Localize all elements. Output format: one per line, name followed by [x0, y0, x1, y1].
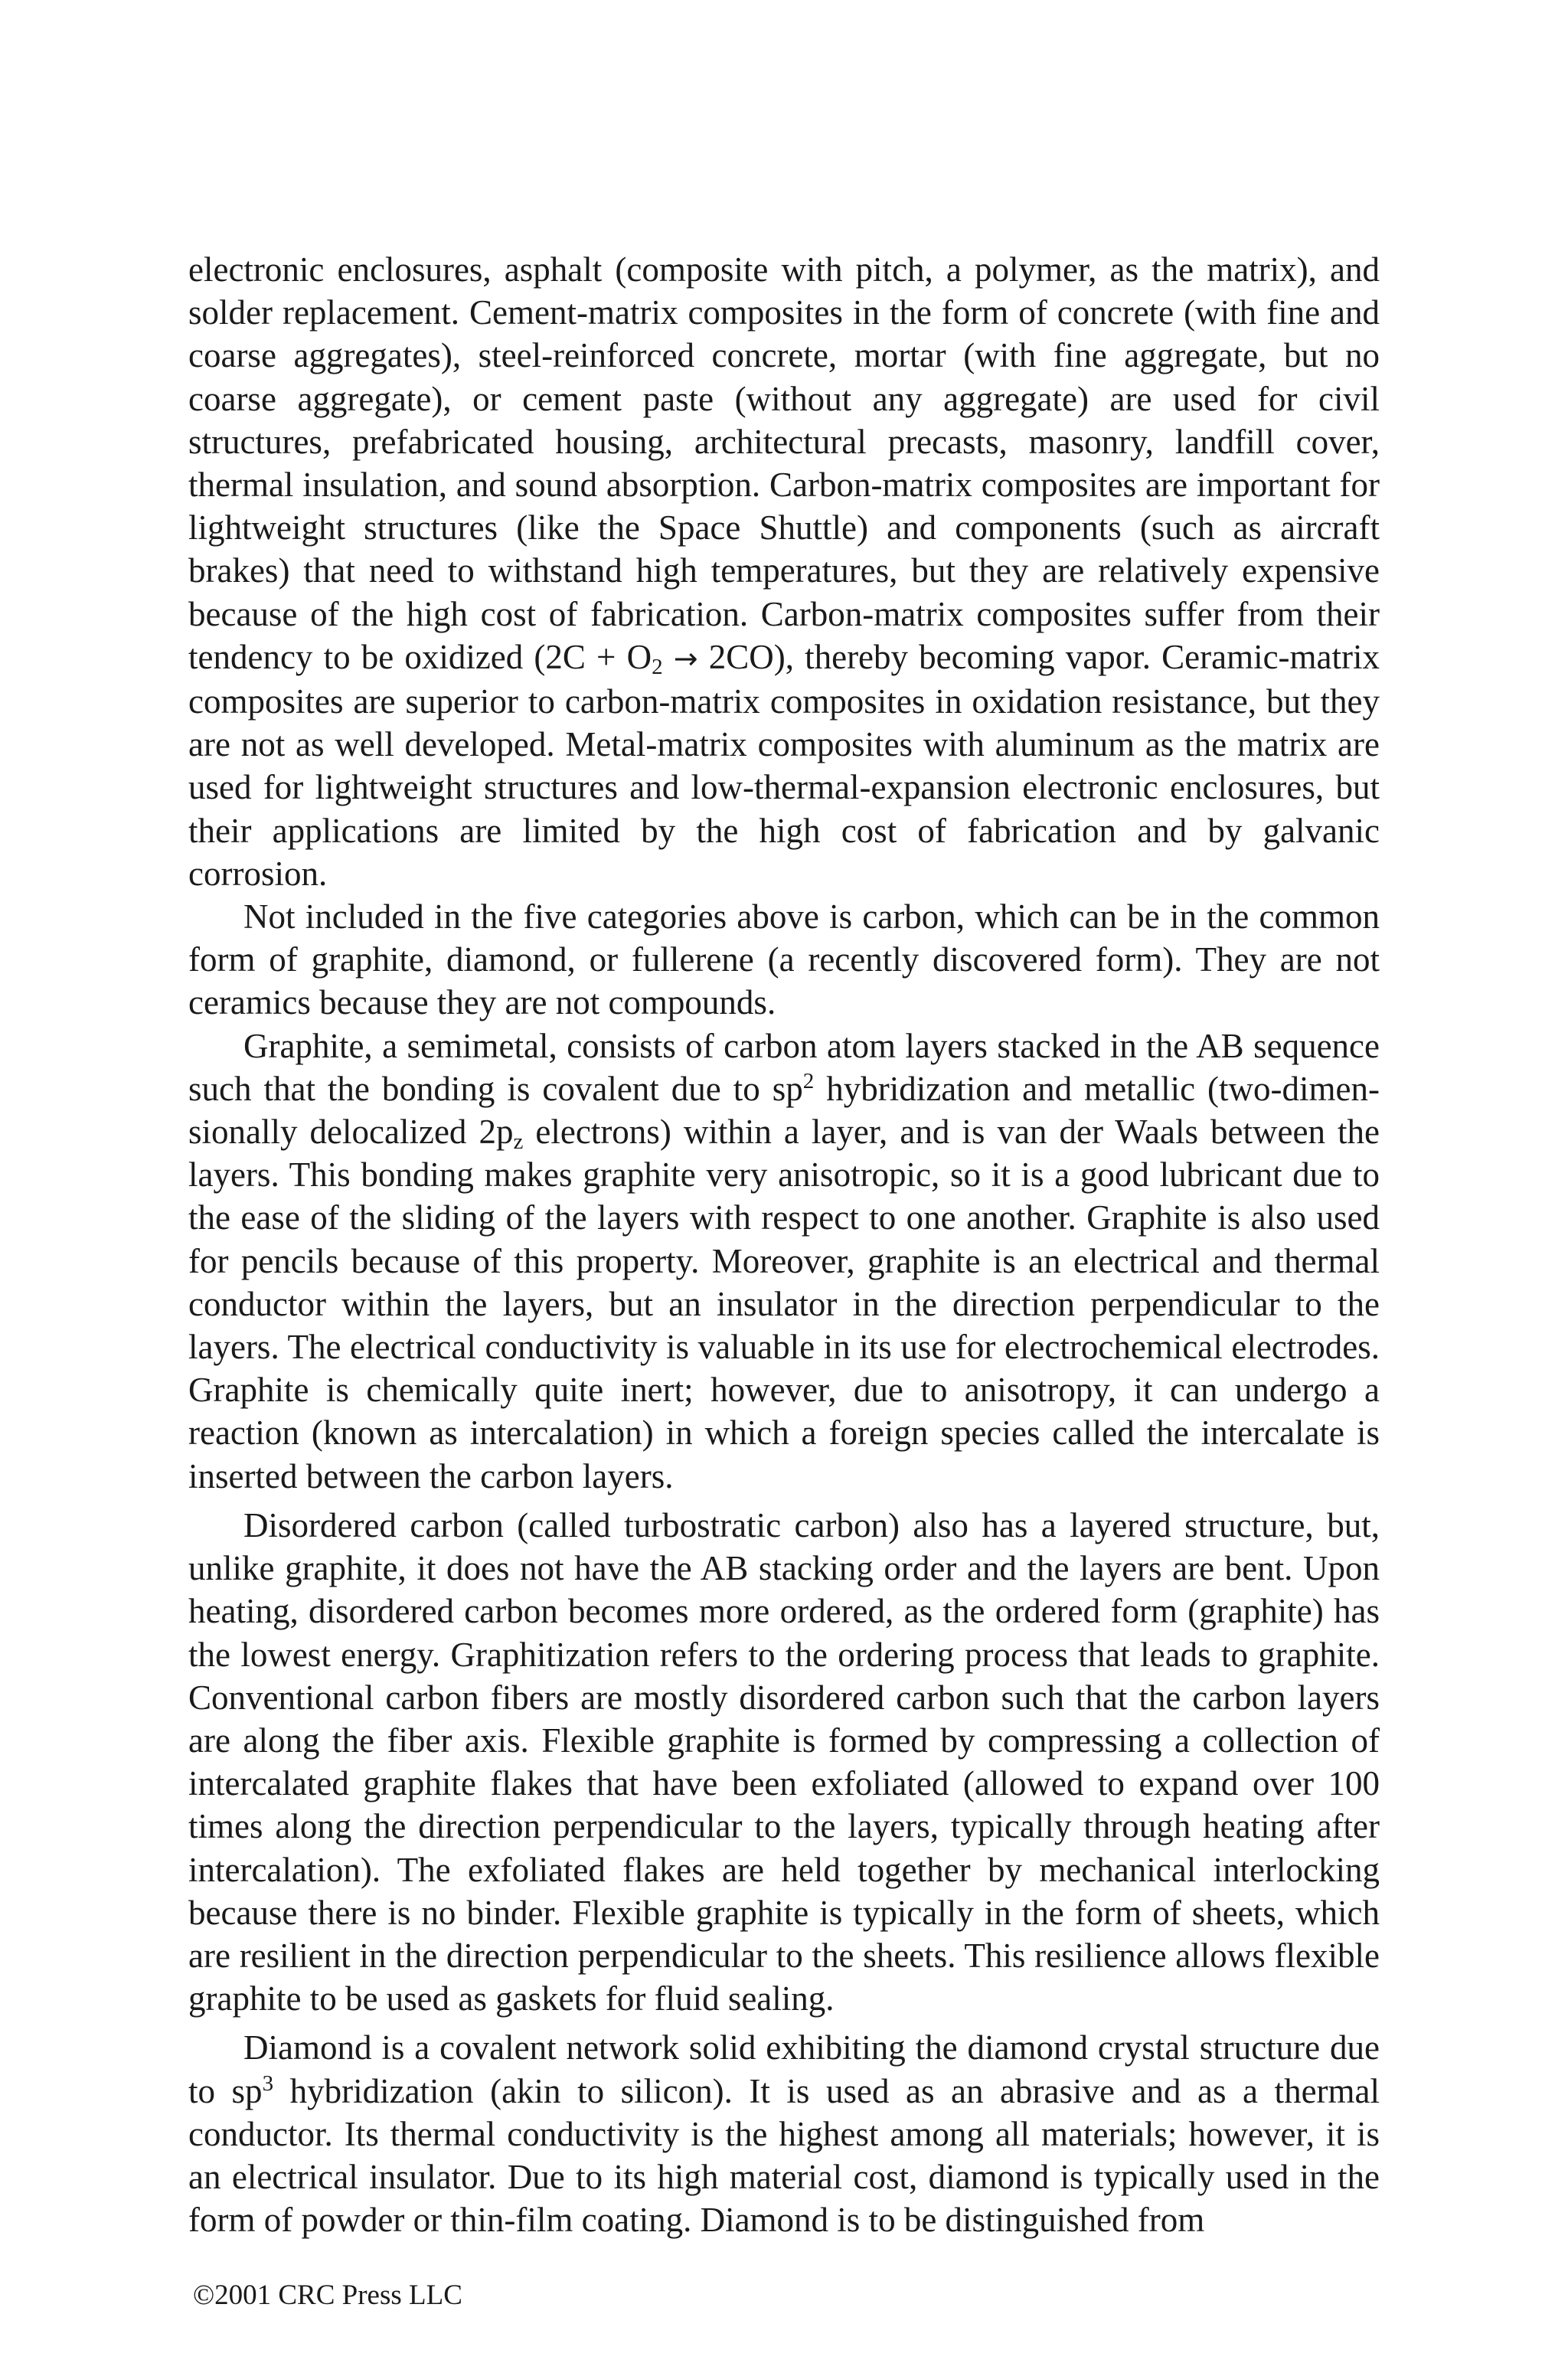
paragraph-1-text-b: 2CO), thereby becoming vapor. Ceramic-matrix composites are superior to carbon-matrix composites in oxidation resistance, but they are not as well developed. Metal-matrix composites with aluminum as the matrix are used for lightweight structures and low-thermal-expansion electronic enclosures, but their applications are limited by the high cost of fabrication and by galvanic corrosion. [188, 637, 1380, 893]
pz-subscript: z [513, 1129, 524, 1155]
paragraph-composites-applications [188, 248, 1380, 895]
reaction-arrow-icon: → [673, 641, 698, 675]
copyright-footer: ©2001 CRC Press LLC [193, 2280, 462, 2311]
sp3-superscript: 3 [262, 2070, 274, 2096]
body-text [188, 248, 1380, 2241]
paragraph-graphite [188, 1025, 1380, 1498]
paragraph-diamond [188, 2026, 1380, 2241]
paragraph-3-text-a: Graphite, a semimetal, consists of carbon atom layers stacked in the AB sequence such that the bonding is covalent due to sp [188, 1026, 1380, 1108]
paragraph-3-text-c: electrons) within a layer, and is van der Waals between the layers. This bonding makes graphite very anisotropic, so it is a good lubricant due to the ease of the sliding of the layers with respect to one another. Graphite is also used for pencils because of this property. Moreover, graphite is an electrical and thermal conductor within the layers, but an insulator in the direction perpendicular to the layers. The electrical conductivity is valuable in its use for electrochemical electrodes. Graphite is chemically quite inert; however, due to anisotropy, it can undergo a reaction (known as intercalation) in which a foreign species called the intercalate is inserted between the carbon layers. [188, 1113, 1380, 1495]
oxygen-subscript: 2 [652, 654, 663, 679]
paragraph-4-text: Disordered carbon (called turbostratic carbon) also has a layered structure, but, unlike graphite, it does not have the AB stacking order and the layers are bent. Upon heating, disordered carbon becomes more ordered, as the ordered form (graphite) has the lowest energy. Graphitization refers to the ordering process that leads to graphite. Conventional carbon fibers are mostly disordered carbon such that the carbon layers are along the fiber axis. Flexible graphite is formed by compressing a collection of intercalated graphite flakes that have been exfoliated (allowed to expand over 100 times along the direction perpendicular to the layers, typically through heating after intercalation). The exfoliated flakes are held together by mechanical interlocking because there is no binder. Flexible graphite is typically in the form of sheets, which are resilient in the direction perpendicular to the sheets. This resilience allows flexible graphite to be used as gaskets for fluid sealing. [188, 1505, 1380, 2018]
paragraph-1-text-a: electronic enclosures, asphalt (composite with pitch, a polymer, as the matrix), and solder replacement. Cement-matrix composites in the form of concrete (with fine and coarse aggregates), steel-reinforced concrete, mortar (with fine aggregate, but no coarse aggregate), or cement paste (without any aggregate) are used for civil structures, prefabricated housing, architectural precasts, masonry, landfill cover, thermal insulation, and sound absorption. Carbon-matrix composites are important for lightweight structures (like the Space Shuttle) and components (such as aircraft brakes) that need to withstand high temperatures, but they are relatively expensive because of the high cost of fabrication. Carbon-matrix composites suffer from their tendency to be oxidized (2C + O [188, 250, 1380, 676]
paragraph-3-text-b: hybridization and metallic (two-dimensionally delocalized 2p [188, 1069, 1380, 1152]
paragraph-5-text-b: hybridization (akin to silicon). It is used as an abrasive and as a thermal conductor. Its thermal conductivity is the highest among all materials; however, it is an electrical insulator. Due to its high material cost, diamond is typically used in the form of powder or thin-film coating. Diamond is to be distinguished from [188, 2071, 1380, 2240]
paragraph-2-text: Not included in the five categories above is carbon, which can be in the common form of graphite, diamond, or fullerene (a recently discovered form). They are not ceramics because they are not compounds. [188, 897, 1380, 1022]
paragraph-disordered-carbon [188, 1504, 1380, 2020]
paragraph-carbon-forms [188, 895, 1380, 1025]
sp2-superscript: 2 [802, 1068, 815, 1093]
paragraph-5-text-a: Diamond is a covalent network solid exhibiting the diamond crystal structure due to sp [188, 2028, 1380, 2110]
